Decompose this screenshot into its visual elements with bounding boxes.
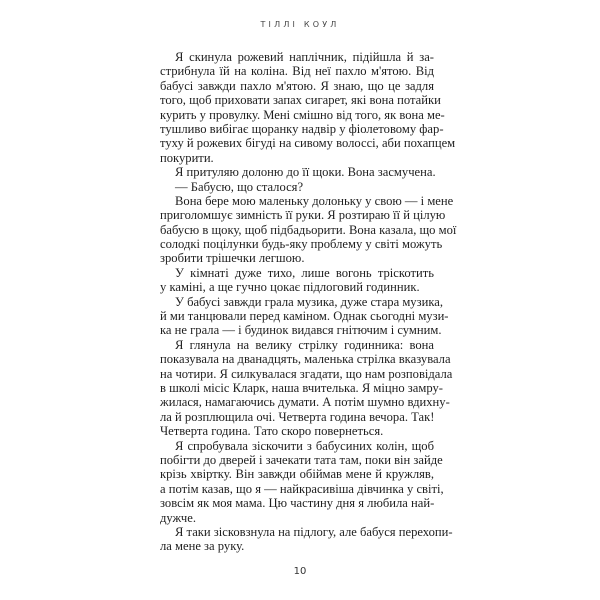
text-line: того, щоб приховати запах сигарет, які вона потайки bbox=[160, 93, 441, 108]
page-number: 10 bbox=[293, 566, 307, 577]
text-line: у каміні, а ще гучно цокає підлоговий годинник. bbox=[160, 280, 420, 295]
text-line: бабусі завжди пахло м'ятою. Я знаю, що це задля bbox=[160, 78, 434, 93]
text-line: туху й рожевих бігуді на сивому волоссі, аби похапцем bbox=[160, 136, 456, 151]
text-line: й ми танцювали перед каміном. Однак сьогодні музи- bbox=[160, 309, 449, 324]
text-line: дужче. bbox=[160, 510, 196, 525]
text-line: а потім казав, що я — найкрасивіша дівчинка у світі, bbox=[160, 481, 444, 496]
text-line: Я спробувала зіскочити з бабусиних колін, щоб bbox=[175, 438, 434, 453]
text-line: — Бабусю, що сталося? bbox=[175, 179, 304, 194]
text-line: У бабусі завжди грала музика, дуже стара музика, bbox=[175, 294, 443, 309]
running-head-author: ТІЛЛІ КОУЛ bbox=[260, 20, 340, 29]
text-line: Я глянула на велику стрілку годинника: вона bbox=[175, 337, 434, 352]
text-line: У кімнаті дуже тихо, лише вогонь тріскотить bbox=[175, 265, 434, 280]
text-line: солодкі поцілунки будь-яку проблему у світі можуть bbox=[160, 237, 443, 252]
text-line: зробити трішечки легшою. bbox=[160, 251, 305, 266]
text-line: ла мене за руку. bbox=[160, 539, 245, 554]
text-line: крізь хвіртку. Він завжди обіймав мене й кружляв, bbox=[160, 467, 434, 482]
text-line: стрибнула їй на коліна. Від неї пахло м'ятою. Від bbox=[160, 64, 434, 79]
body-text bbox=[160, 50, 457, 554]
text-line: побігти до дверей і зачекати тата там, поки він зайде bbox=[160, 452, 443, 467]
text-line: в школі місіс Кларк, наша вчителька. Я міцно замру- bbox=[160, 380, 443, 395]
text-line: Я скинула рожевий наплічник, підійшла й за- bbox=[175, 50, 434, 64]
text-line: на чотири. Я силкувалася згадати, що нам розповідала bbox=[160, 366, 453, 381]
text-line: жилася, намагаючись думати. А потім шумно вдихну- bbox=[160, 395, 450, 410]
text-line: тушливо вибігає щоранку надвір у фіолетовому фар- bbox=[160, 121, 444, 136]
text-line: Четверта година. Тато скоро повернеться. bbox=[160, 424, 384, 439]
text-line: ка не грала — і будинок видався гнітючим і сумним. bbox=[160, 323, 442, 338]
text-line: Я притуляю долоню до її щоки. Вона засмучена. bbox=[175, 165, 436, 180]
text-line: показувала на дванадцять, маленька стрілка вказувала bbox=[160, 352, 451, 367]
text-line: курить у провулку. Мені смішно від того, як вона ме- bbox=[160, 107, 445, 122]
text-line: Я таки зісковзнула на підлогу, але бабуся перехопи- bbox=[175, 524, 453, 539]
text-line: ла й розплющила очі. Четверта година вечора. Так! bbox=[160, 409, 435, 424]
text-line: бабусю в щоку, щоб підбадьорити. Вона казала, що мої bbox=[160, 222, 457, 237]
text-line: Вона бере мою маленьку долоньку у свою — і мене bbox=[175, 193, 454, 208]
text-line: приголомшує зимність її руки. Я розтираю її й цілую bbox=[160, 208, 446, 223]
text-line: покурити. bbox=[160, 150, 214, 165]
text-line: зовсім як моя мама. Цю частину дня я любила най- bbox=[160, 496, 435, 511]
